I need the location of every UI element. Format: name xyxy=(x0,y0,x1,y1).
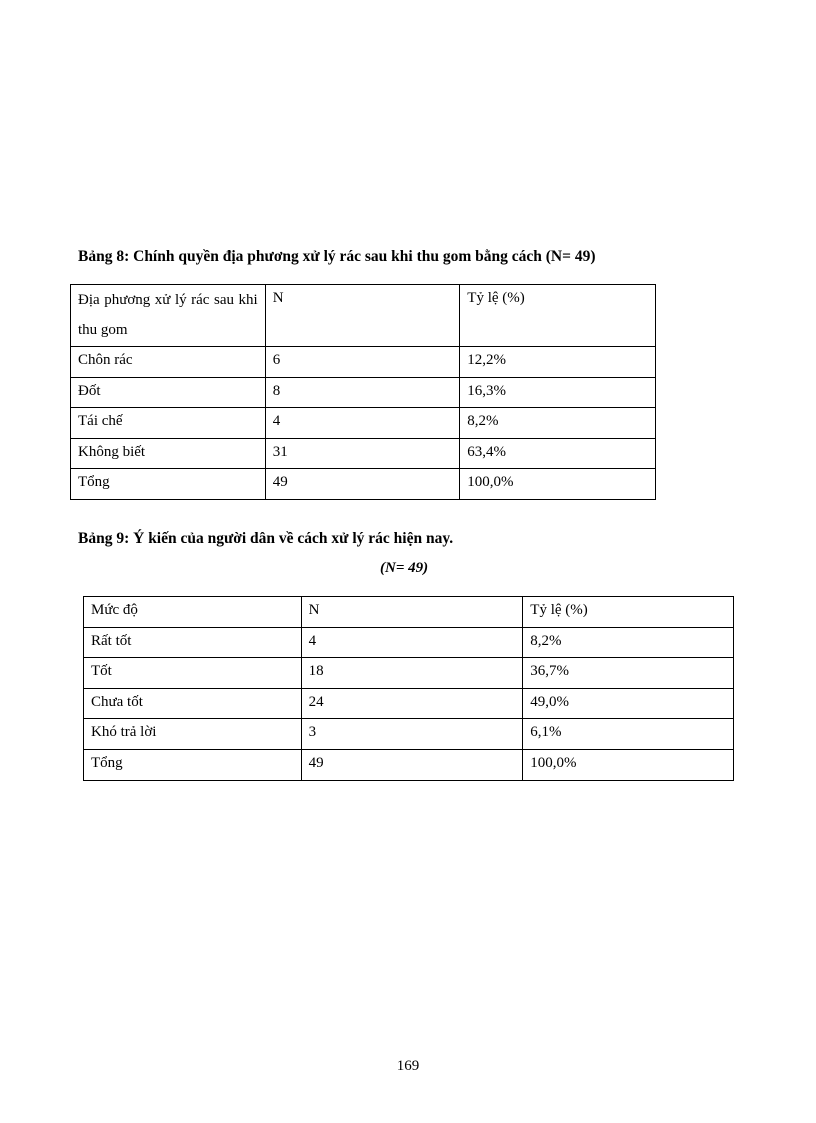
table-cell-n: 31 xyxy=(265,438,460,469)
table-row xyxy=(71,438,656,469)
table-cell-category: Không biết xyxy=(71,438,266,469)
header-cell-level: Mức độ xyxy=(84,597,302,628)
table-cell-category: Tái chế xyxy=(71,408,266,439)
table-cell-n: 49 xyxy=(301,749,523,780)
table-8-caption: Bảng 8: Chính quyền địa phương xử lý rác sau khi thu gom bằng cách (N= 49) xyxy=(78,248,596,265)
table-cell-percent: 100,0% xyxy=(460,469,656,500)
table-row xyxy=(84,719,734,750)
table-cell-n: 18 xyxy=(301,658,523,689)
table-cell-percent: 16,3% xyxy=(460,377,656,408)
table-cell-level: Tổng xyxy=(84,749,302,780)
table-cell-category: Đốt xyxy=(71,377,266,408)
table-cell-category: Tổng xyxy=(71,469,266,500)
table-cell-percent: 8,2% xyxy=(460,408,656,439)
table-cell-n: 4 xyxy=(265,408,460,439)
page-number: 169 xyxy=(396,1058,420,1074)
header-cell-category: Địa phương xử lý rác sau khi thu gom xyxy=(71,285,266,347)
table-header-row xyxy=(84,597,734,628)
table-cell-percent: 8,2% xyxy=(523,627,734,658)
table-9-sample-size: (N= 49) xyxy=(380,560,429,576)
table-row-total xyxy=(71,469,656,500)
header-cell-n: N xyxy=(301,597,523,628)
table-row xyxy=(71,377,656,408)
header-cell-percent: Tỷ lệ (%) xyxy=(523,597,734,628)
table-cell-percent: 6,1% xyxy=(523,719,734,750)
table-cell-percent: 100,0% xyxy=(523,749,734,780)
table-cell-level: Rất tốt xyxy=(84,627,302,658)
table-row xyxy=(84,658,734,689)
table-cell-n: 24 xyxy=(301,688,523,719)
table-cell-percent: 49,0% xyxy=(523,688,734,719)
table-cell-percent: 36,7% xyxy=(523,658,734,689)
table-row xyxy=(84,627,734,658)
table-cell-level: Chưa tốt xyxy=(84,688,302,719)
table-header-row xyxy=(71,285,656,347)
table-9 xyxy=(83,596,734,781)
table-cell-category: Chôn rác xyxy=(71,347,266,378)
table-row xyxy=(71,347,656,378)
table-cell-n: 4 xyxy=(301,627,523,658)
table-row-total xyxy=(84,749,734,780)
table-9-caption: Bảng 9: Ý kiến của người dân về cách xử lý rác hiện nay. xyxy=(78,530,454,547)
table-8 xyxy=(70,284,656,500)
table-cell-n: 3 xyxy=(301,719,523,750)
table-cell-n: 8 xyxy=(265,377,460,408)
table-cell-percent: 12,2% xyxy=(460,347,656,378)
table-cell-level: Khó trả lời xyxy=(84,719,302,750)
header-cell-percent: Tỷ lệ (%) xyxy=(460,285,656,347)
table-row xyxy=(84,688,734,719)
table-cell-n: 6 xyxy=(265,347,460,378)
table-cell-n: 49 xyxy=(265,469,460,500)
header-cell-n: N xyxy=(265,285,460,347)
table-row xyxy=(71,408,656,439)
table-cell-level: Tốt xyxy=(84,658,302,689)
table-cell-percent: 63,4% xyxy=(460,438,656,469)
